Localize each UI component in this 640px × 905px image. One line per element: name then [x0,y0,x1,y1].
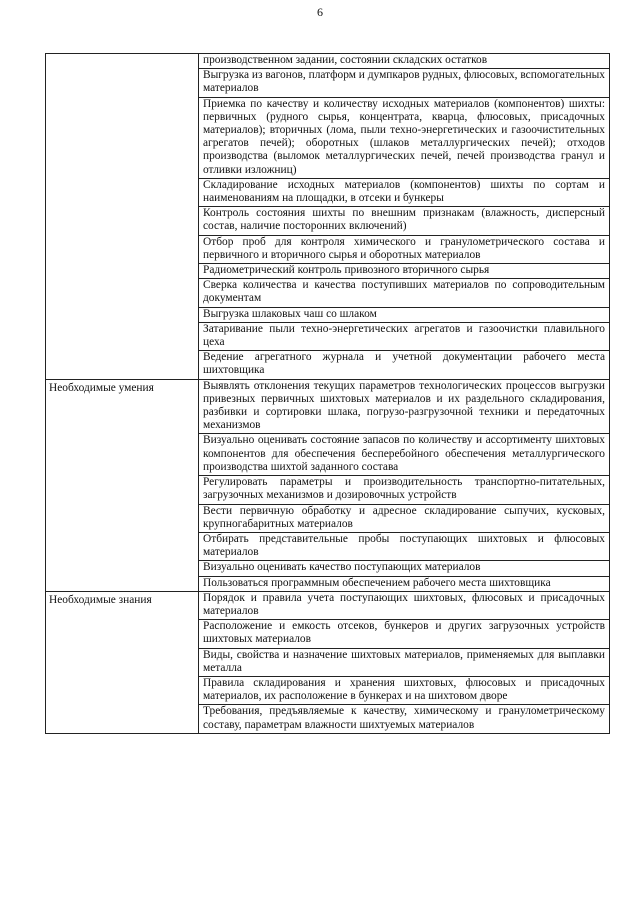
item-text: Вести первичную обработку и адресное складирование сыпучих, кусковых, крупногабаритных материалов [203,504,605,530]
item-text: Правила складирования и хранения шихтовых, флюсовых и присадочных материалов, их расположение в бункерах и на шихтовом дворе [203,676,605,703]
page-number: 6 [317,5,323,19]
item-text: Визуально оценивать качество поступающих материалов [203,561,481,574]
item-text: Отбирать представительные пробы поступающих шихтовых и флюсовых материалов [203,532,605,559]
item-text: Регулировать параметры и производительность транспортно-питательных, загрузочных механизмов и дозировочных устройств [203,476,605,502]
item-cell [199,532,610,560]
item-text: Порядок и правила учета поступающих шихтовых, флюсовых и присадочных материалов [203,591,605,617]
item-cell [199,264,610,279]
item-text: Приемка по качеству и количеству исходных материалов (компонентов) шихты: первичных (рудного сырья, концентрата, кварца, флюсовых, присадочных материалов); вторичных (лома, пыли техно-энергетических и газоочистительных агрегатов печей); оборотных (шлаков металлургических печей); отходов производства (выломок металлургических печей, печей производства гранул и отливки изложниц) [203,97,605,176]
item-text: Пользоваться программным обеспечением рабочего места шихтовщика [203,576,551,589]
item-cell [199,705,610,733]
item-cell [199,178,610,206]
section-label: Необходимые знания [49,593,152,606]
item-cell [199,351,610,379]
item-cell [199,69,610,97]
item-text: Виды, свойства и назначение шихтовых материалов, применяемых для выплавки металла [203,648,605,674]
item-cell [199,279,610,307]
item-cell [199,591,610,619]
item-text: Контроль состояния шихты по внешним признакам (влажность, дисперсный состав, наличие посторонних включений) [203,207,605,233]
item-cell [199,322,610,350]
item-text: Выгрузка шлаковых чаш со шлаком [203,307,377,320]
item-text: Требования, предъявляемые к качеству, химическому и гранулометрическому составу, параметрам влажности шихтуемых материалов [203,705,605,731]
item-cell [199,476,610,504]
item-text: Ведение агрегатного журнала и учетной документации рабочего места шихтовщика [203,351,605,377]
section-label-cell [46,54,199,380]
item-text: Расположение и емкость отсеков, бункеров и других загрузочных устройств шихтовых материалов [203,620,605,646]
item-text: Выгрузка из вагонов, платформ и думпкаров рудных, флюсовых, вспомогательных материалов [203,69,605,95]
item-text: Выявлять отклонения текущих параметров технологических процессов выгрузки привезных первичных шихтовых материалов и их раздельного складирования, разбивки и сортировки шлака, погрузо-разгрузочной техники и передаточных механизмов [203,379,605,432]
table-row [46,54,610,69]
item-cell [199,207,610,235]
section-label-cell [46,379,199,591]
item-text: Сверка количества и качества поступивших материалов по сопроводительным документам [203,279,605,305]
item-cell [199,676,610,704]
item-cell [199,54,610,69]
item-cell [199,307,610,322]
item-text: Отбор проб для контроля химического и гранулометрического состава и первичного и вторичного сырья и оборотных материалов [203,235,605,261]
section-label-cell [46,591,199,733]
item-cell [199,561,610,576]
table-row [46,379,610,434]
item-cell [199,97,610,178]
item-text: Складирование исходных материалов (компонентов) шихты по сортам и наименованиям на площадки, в отсеки и бункеры [203,178,605,205]
item-cell [199,576,610,591]
item-cell [199,504,610,532]
item-text: Затаривание пыли техно-энергетических агрегатов и газоочистки плавильного цеха [203,322,605,349]
item-text: Радиометрический контроль привозного вторичного сырья [203,264,490,277]
item-cell [199,379,610,434]
section-label: Необходимые умения [49,381,154,394]
requirements-table [45,53,610,734]
item-text: производственном задании, состоянии складских остатков [203,54,488,66]
item-cell [199,620,610,648]
item-cell [199,235,610,263]
item-text: Визуально оценивать состояние запасов по количеству и ассортименту шихтовых компонентов для обеспечения бесперебойного обеспечения металлургического производства шихтой заданного состава [203,434,605,473]
table-row [46,591,610,619]
item-cell [199,648,610,676]
item-cell [199,434,610,476]
